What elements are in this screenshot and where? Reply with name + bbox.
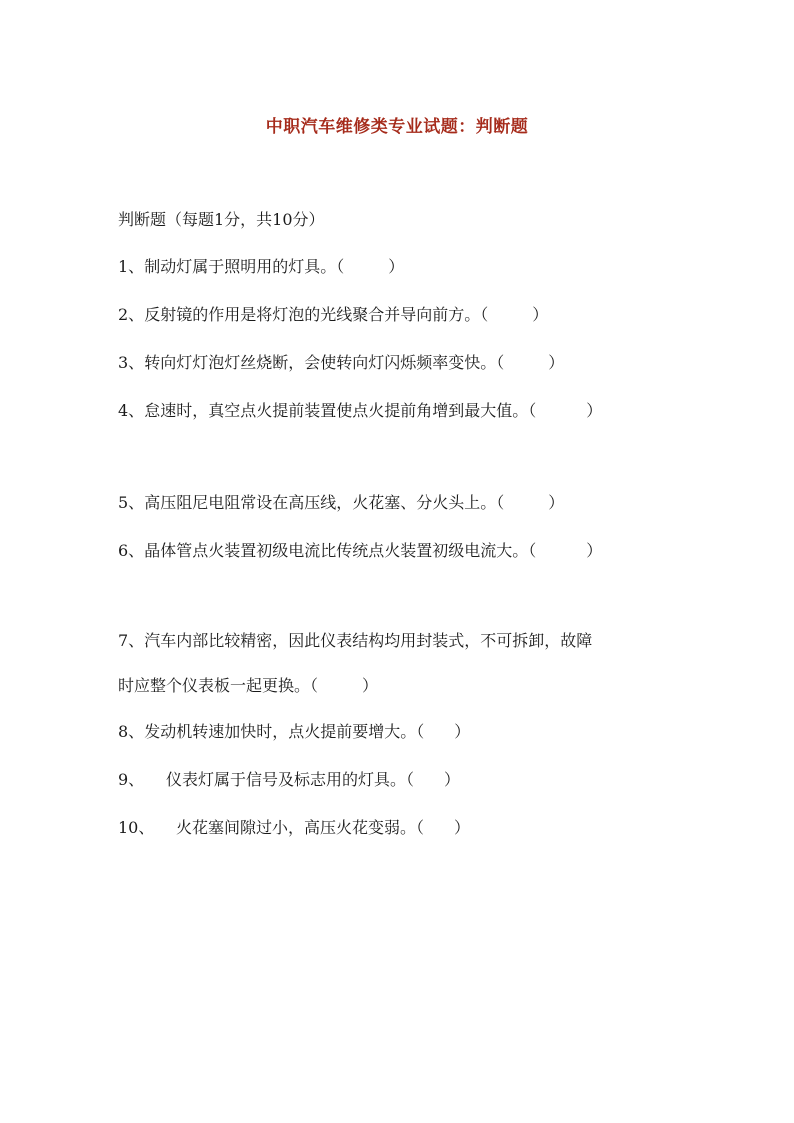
closing-bracket: ） [444,770,461,789]
question-10 [118,817,470,839]
question-number: 7、 [118,631,145,650]
question-2 [118,304,548,326]
question-7-continued [118,675,378,697]
question-4 [118,400,602,422]
question-text: 晶体管点火装置初级电流比传统点火装置初级电流大。（ [144,541,537,560]
question-6 [118,540,602,562]
question-number: 6、 [118,541,145,560]
question-text: 火花塞间隙过小，高压火花变弱。（ [176,818,425,837]
question-number: 10、 [118,818,155,837]
question-number: 8、 [118,722,145,741]
closing-bracket: ） [586,401,603,420]
closing-bracket: ） [362,676,379,695]
question-text: 时应整个仪表板一起更换。（ [118,676,319,695]
question-text: 转向灯灯泡灯丝烧断，会使转向灯闪烁频率变快。（ [144,353,505,372]
question-7 [118,630,592,652]
section-header: 判断题（每题1分，共10分） [118,210,325,229]
closing-bracket: ） [548,353,565,372]
closing-bracket: ） [532,305,549,324]
question-8 [118,721,470,743]
question-text: 仪表灯属于信号及标志用的灯具。（ [166,770,415,789]
question-3 [118,352,564,374]
closing-bracket: ） [454,722,471,741]
question-text: 高压阻尼电阻常设在高压线，火花塞、分火头上。（ [144,493,505,512]
question-number: 5、 [118,493,145,512]
closing-bracket: ） [586,541,603,560]
question-number: 2、 [118,305,145,324]
question-number: 1、 [118,257,145,276]
question-number: 3、 [118,353,145,372]
closing-bracket: ） [388,257,405,276]
question-5 [118,492,564,514]
question-number: 9、 [118,770,145,789]
closing-bracket: ） [548,493,565,512]
question-1 [118,256,404,278]
question-9 [118,769,460,791]
document-title: 中职汽车维修类专业试题：判断题 [265,117,529,137]
question-text: 发动机转速加快时，点火提前要增大。（ [144,722,425,741]
question-text: 制动灯属于照明用的灯具。（ [144,257,345,276]
closing-bracket: ） [454,818,471,837]
question-text: 怠速时，真空点火提前装置使点火提前角增到最大值。（ [144,401,537,420]
question-text: 汽车内部比较精密，因此仪表结构均用封装式，不可拆卸，故障 [144,631,593,650]
question-number: 4、 [118,401,145,420]
question-text: 反射镜的作用是将灯泡的光线聚合并导向前方。（ [144,305,489,324]
